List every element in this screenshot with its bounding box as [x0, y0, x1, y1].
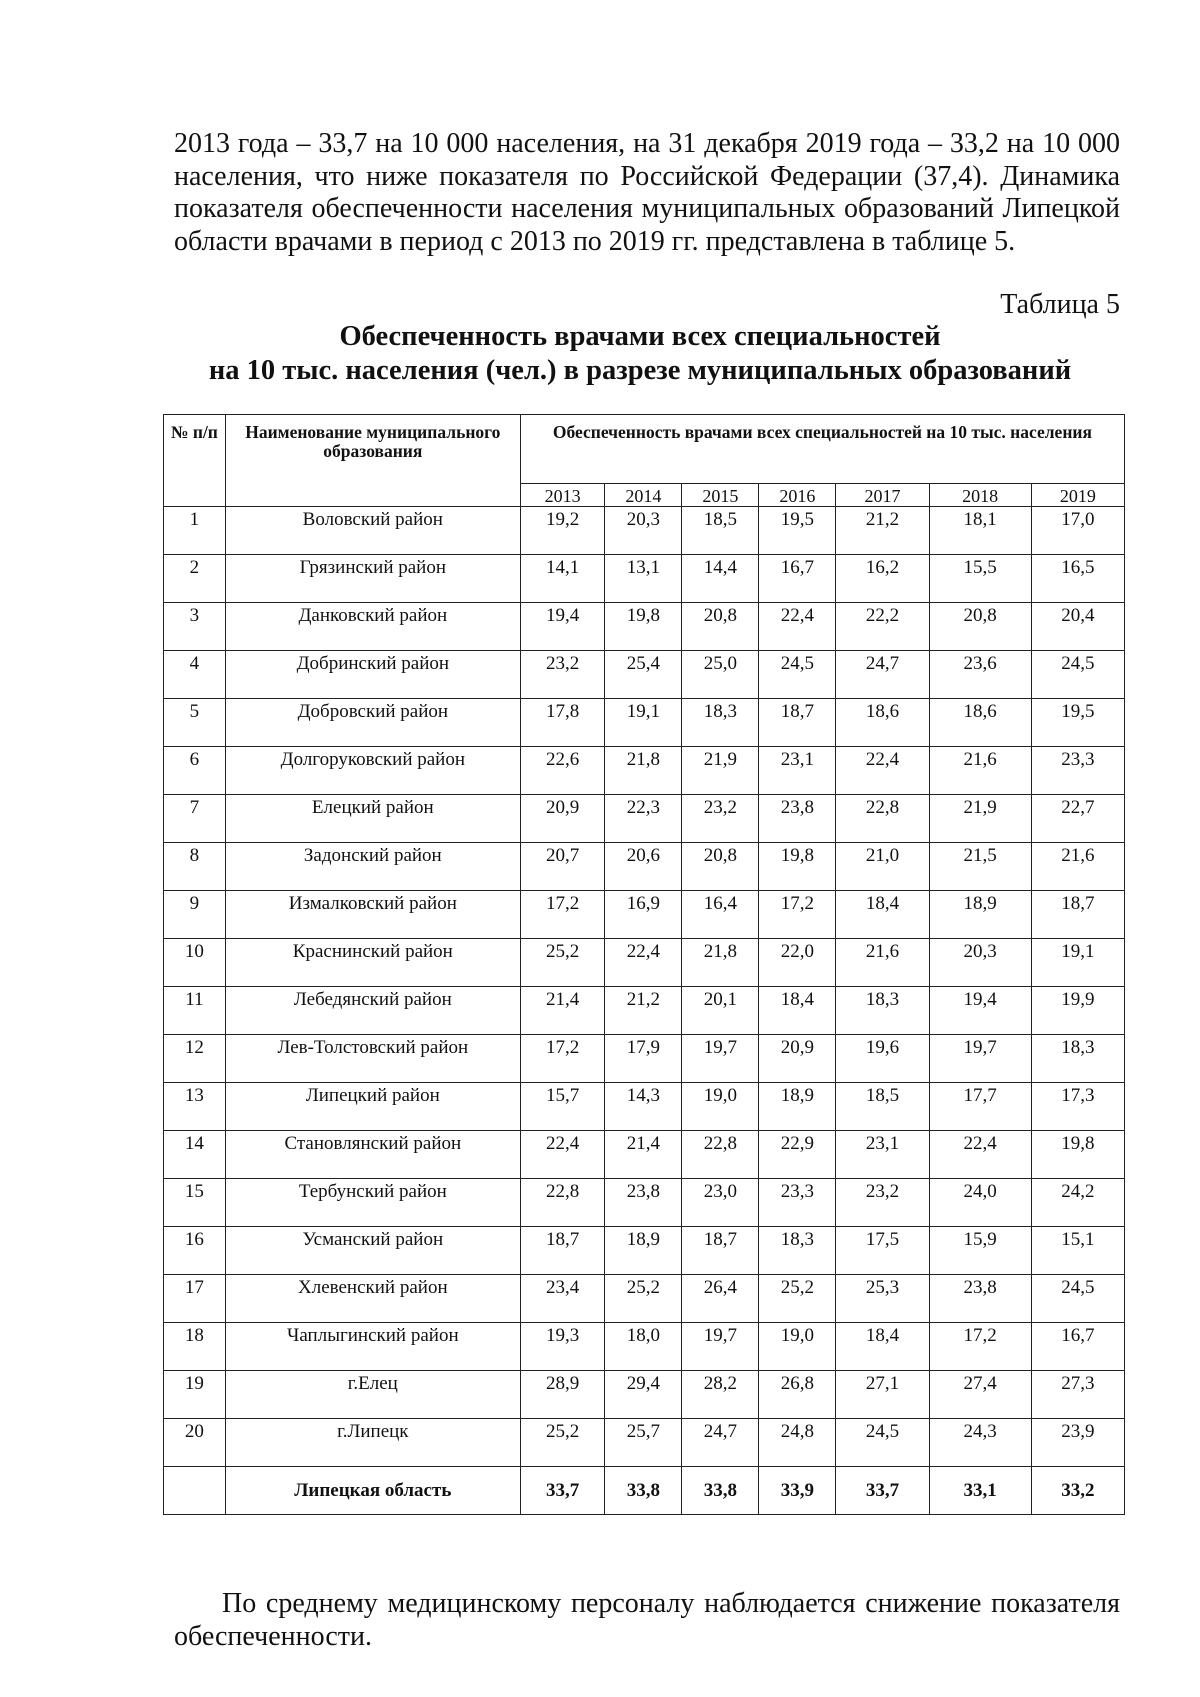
value-2018: 20,3 [929, 939, 1031, 987]
header-number: № п/п [164, 415, 226, 507]
value-2018: 20,8 [929, 603, 1031, 651]
header-year-2018: 2018 [929, 484, 1031, 507]
value-2016: 25,2 [759, 1275, 836, 1323]
value-2019: 16,7 [1031, 1323, 1124, 1371]
row-number: 8 [164, 843, 226, 891]
value-2017: 22,4 [836, 747, 929, 795]
value-2013: 20,7 [520, 843, 605, 891]
value-2019: 20,4 [1031, 603, 1124, 651]
municipality-name: Липецкая область [225, 1467, 520, 1515]
row-number: 2 [164, 555, 226, 603]
value-2019: 15,1 [1031, 1227, 1124, 1275]
value-2016: 19,5 [759, 507, 836, 555]
value-2017: 24,7 [836, 651, 929, 699]
value-2015: 20,8 [682, 603, 759, 651]
table-title-line-1: Обеспеченность врачами всех специальностей [339, 321, 941, 352]
value-2017: 22,2 [836, 603, 929, 651]
header-year-2019: 2019 [1031, 484, 1124, 507]
value-2017: 21,0 [836, 843, 929, 891]
value-2014: 19,1 [605, 699, 682, 747]
value-2014: 29,4 [605, 1371, 682, 1419]
value-2016: 19,0 [759, 1323, 836, 1371]
value-2017: 18,6 [836, 699, 929, 747]
municipality-name: Воловский район [225, 507, 520, 555]
value-2017: 18,3 [836, 987, 929, 1035]
intro-paragraph: 2013 года – 33,7 на 10 000 населения, на 31 декабря 2019 года – 33,2 на 10 000 населения, что ниже показателя по Российской Федерации (37,4). Динамика показателя обеспеченности населения муниципальных образований Липецкой области врачами в период с 2013 по 2019 гг. представлена в таблице 5. [174, 128, 1120, 257]
value-2014: 21,4 [605, 1131, 682, 1179]
value-2014: 25,2 [605, 1275, 682, 1323]
value-2013: 22,8 [520, 1179, 605, 1227]
value-2016: 19,8 [759, 843, 836, 891]
value-2017: 17,5 [836, 1227, 929, 1275]
value-2018: 15,9 [929, 1227, 1031, 1275]
value-2013: 22,6 [520, 747, 605, 795]
value-2017: 27,1 [836, 1371, 929, 1419]
row-number: 13 [164, 1083, 226, 1131]
value-2017: 18,4 [836, 891, 929, 939]
value-2014: 18,0 [605, 1323, 682, 1371]
value-2015: 18,3 [682, 699, 759, 747]
municipality-name: г.Липецк [225, 1419, 520, 1467]
municipality-name: Хлевенский район [225, 1275, 520, 1323]
value-2019: 19,9 [1031, 987, 1124, 1035]
value-2018: 21,9 [929, 795, 1031, 843]
value-2017: 22,8 [836, 795, 929, 843]
value-2017: 24,5 [836, 1419, 929, 1467]
value-2015: 16,4 [682, 891, 759, 939]
row-number: 12 [164, 1035, 226, 1083]
value-2018: 19,4 [929, 987, 1031, 1035]
value-2019: 21,6 [1031, 843, 1124, 891]
value-2015: 20,1 [682, 987, 759, 1035]
municipality-name: Грязинский район [225, 555, 520, 603]
table-row [164, 1227, 1125, 1275]
value-2018: 24,0 [929, 1179, 1031, 1227]
value-2014: 22,3 [605, 795, 682, 843]
value-2016: 22,0 [759, 939, 836, 987]
table-row [164, 603, 1125, 651]
municipality-name: Усманский район [225, 1227, 520, 1275]
row-number: 20 [164, 1419, 226, 1467]
value-2015: 20,8 [682, 843, 759, 891]
row-number: 7 [164, 795, 226, 843]
municipality-name: Лев-Толстовский район [225, 1035, 520, 1083]
municipality-name: Данковский район [225, 603, 520, 651]
value-2017: 21,2 [836, 507, 929, 555]
value-2019: 27,3 [1031, 1371, 1124, 1419]
value-2013: 25,2 [520, 939, 605, 987]
value-2015: 19,7 [682, 1035, 759, 1083]
row-number [164, 1467, 226, 1515]
value-2013: 15,7 [520, 1083, 605, 1131]
municipality-name: г.Елец [225, 1371, 520, 1419]
header-coverage: Обеспеченность врачами всех специальностей на 10 тыс. населения [520, 415, 1124, 484]
value-2015: 19,7 [682, 1323, 759, 1371]
value-2017: 18,5 [836, 1083, 929, 1131]
value-2018: 22,4 [929, 1131, 1031, 1179]
value-2015: 22,8 [682, 1131, 759, 1179]
header-year-2015: 2015 [682, 484, 759, 507]
value-2015: 33,8 [682, 1467, 759, 1515]
value-2019: 19,1 [1031, 939, 1124, 987]
value-2018: 21,6 [929, 747, 1031, 795]
value-2016: 23,8 [759, 795, 836, 843]
value-2018: 21,5 [929, 843, 1031, 891]
value-2014: 18,9 [605, 1227, 682, 1275]
value-2013: 19,3 [520, 1323, 605, 1371]
value-2019: 23,3 [1031, 747, 1124, 795]
value-2015: 28,2 [682, 1371, 759, 1419]
value-2018: 19,7 [929, 1035, 1031, 1083]
header-year-2014: 2014 [605, 484, 682, 507]
value-2014: 33,8 [605, 1467, 682, 1515]
table-row [164, 891, 1125, 939]
value-2019: 22,7 [1031, 795, 1124, 843]
value-2014: 19,8 [605, 603, 682, 651]
row-number: 17 [164, 1275, 226, 1323]
row-number: 14 [164, 1131, 226, 1179]
value-2013: 33,7 [520, 1467, 605, 1515]
table-row [164, 987, 1125, 1035]
table-row [164, 1323, 1125, 1371]
value-2013: 25,2 [520, 1419, 605, 1467]
value-2016: 18,9 [759, 1083, 836, 1131]
municipality-name: Тербунский район [225, 1179, 520, 1227]
value-2016: 24,8 [759, 1419, 836, 1467]
value-2019: 23,9 [1031, 1419, 1124, 1467]
value-2014: 16,9 [605, 891, 682, 939]
value-2016: 33,9 [759, 1467, 836, 1515]
value-2014: 20,3 [605, 507, 682, 555]
row-number: 5 [164, 699, 226, 747]
value-2015: 24,7 [682, 1419, 759, 1467]
table-row [164, 1419, 1125, 1467]
value-2013: 22,4 [520, 1131, 605, 1179]
value-2016: 17,2 [759, 891, 836, 939]
table-total-row [164, 1467, 1125, 1515]
value-2016: 24,5 [759, 651, 836, 699]
value-2018: 18,1 [929, 507, 1031, 555]
header-year-2016: 2016 [759, 484, 836, 507]
row-number: 18 [164, 1323, 226, 1371]
municipality-name: Измалковский район [225, 891, 520, 939]
row-number: 4 [164, 651, 226, 699]
value-2014: 21,8 [605, 747, 682, 795]
municipality-name: Краснинский район [225, 939, 520, 987]
value-2019: 16,5 [1031, 555, 1124, 603]
value-2013: 17,2 [520, 891, 605, 939]
value-2015: 19,0 [682, 1083, 759, 1131]
table-row [164, 1179, 1125, 1227]
table-row [164, 1275, 1125, 1323]
value-2019: 17,3 [1031, 1083, 1124, 1131]
value-2013: 19,2 [520, 507, 605, 555]
value-2018: 18,9 [929, 891, 1031, 939]
value-2018: 24,3 [929, 1419, 1031, 1467]
value-2016: 18,3 [759, 1227, 836, 1275]
value-2015: 14,4 [682, 555, 759, 603]
value-2016: 22,9 [759, 1131, 836, 1179]
value-2018: 17,2 [929, 1323, 1031, 1371]
value-2016: 23,1 [759, 747, 836, 795]
municipality-name: Лебедянский район [225, 987, 520, 1035]
table-row [164, 651, 1125, 699]
value-2013: 19,4 [520, 603, 605, 651]
value-2014: 23,8 [605, 1179, 682, 1227]
value-2017: 33,7 [836, 1467, 929, 1515]
header-year-2013: 2013 [520, 484, 605, 507]
value-2018: 33,1 [929, 1467, 1031, 1515]
value-2018: 17,7 [929, 1083, 1031, 1131]
value-2017: 23,1 [836, 1131, 929, 1179]
value-2013: 21,4 [520, 987, 605, 1035]
value-2019: 24,5 [1031, 651, 1124, 699]
table-title-line-2: на 10 тыс. населения (чел.) в разрезе муниципальных образований [208, 355, 1072, 386]
value-2016: 18,4 [759, 987, 836, 1035]
value-2015: 18,7 [682, 1227, 759, 1275]
table-row [164, 1083, 1125, 1131]
value-2015: 23,0 [682, 1179, 759, 1227]
row-number: 6 [164, 747, 226, 795]
table-row [164, 795, 1125, 843]
physician-coverage-table [163, 414, 1125, 1515]
row-number: 9 [164, 891, 226, 939]
value-2015: 21,8 [682, 939, 759, 987]
table-row [164, 1131, 1125, 1179]
value-2013: 23,4 [520, 1275, 605, 1323]
value-2019: 19,8 [1031, 1131, 1124, 1179]
municipality-name: Становлянский район [225, 1131, 520, 1179]
value-2018: 15,5 [929, 555, 1031, 603]
table-row [164, 699, 1125, 747]
table-row [164, 1371, 1125, 1419]
value-2016: 26,8 [759, 1371, 836, 1419]
value-2014: 17,9 [605, 1035, 682, 1083]
value-2013: 17,8 [520, 699, 605, 747]
value-2015: 23,2 [682, 795, 759, 843]
value-2018: 18,6 [929, 699, 1031, 747]
table-row [164, 843, 1125, 891]
value-2019: 33,2 [1031, 1467, 1124, 1515]
value-2014: 20,6 [605, 843, 682, 891]
table-row [164, 555, 1125, 603]
table-row [164, 507, 1125, 555]
municipality-name: Долгоруковский район [225, 747, 520, 795]
row-number: 16 [164, 1227, 226, 1275]
value-2014: 13,1 [605, 555, 682, 603]
municipality-name: Добровский район [225, 699, 520, 747]
row-number: 1 [164, 507, 226, 555]
value-2015: 18,5 [682, 507, 759, 555]
header-municipality-name: Наименование муниципального образования [225, 415, 520, 507]
row-number: 11 [164, 987, 226, 1035]
value-2017: 23,2 [836, 1179, 929, 1227]
value-2017: 25,3 [836, 1275, 929, 1323]
value-2019: 24,2 [1031, 1179, 1124, 1227]
value-2017: 21,6 [836, 939, 929, 987]
row-number: 3 [164, 603, 226, 651]
table-row [164, 939, 1125, 987]
row-number: 10 [164, 939, 226, 987]
value-2014: 22,4 [605, 939, 682, 987]
value-2019: 18,7 [1031, 891, 1124, 939]
value-2014: 14,3 [605, 1083, 682, 1131]
value-2014: 25,4 [605, 651, 682, 699]
value-2015: 26,4 [682, 1275, 759, 1323]
value-2014: 25,7 [605, 1419, 682, 1467]
value-2018: 27,4 [929, 1371, 1031, 1419]
value-2019: 18,3 [1031, 1035, 1124, 1083]
municipality-name: Елецкий район [225, 795, 520, 843]
value-2013: 28,9 [520, 1371, 605, 1419]
value-2019: 17,0 [1031, 507, 1124, 555]
value-2013: 18,7 [520, 1227, 605, 1275]
row-number: 15 [164, 1179, 226, 1227]
value-2016: 23,3 [759, 1179, 836, 1227]
value-2015: 25,0 [682, 651, 759, 699]
table-row [164, 1035, 1125, 1083]
value-2016: 22,4 [759, 603, 836, 651]
value-2017: 19,6 [836, 1035, 929, 1083]
value-2013: 14,1 [520, 555, 605, 603]
municipality-name: Добринский район [225, 651, 520, 699]
header-year-2017: 2017 [836, 484, 929, 507]
value-2016: 16,7 [759, 555, 836, 603]
value-2014: 21,2 [605, 987, 682, 1035]
outro-paragraph: По среднему медицинскому персоналу наблюдается снижение показателя обеспеченности. [174, 1588, 1120, 1652]
value-2019: 19,5 [1031, 699, 1124, 747]
value-2019: 24,5 [1031, 1275, 1124, 1323]
value-2013: 17,2 [520, 1035, 605, 1083]
value-2015: 21,9 [682, 747, 759, 795]
value-2013: 23,2 [520, 651, 605, 699]
value-2018: 23,6 [929, 651, 1031, 699]
value-2017: 18,4 [836, 1323, 929, 1371]
value-2017: 16,2 [836, 555, 929, 603]
municipality-name: Задонский район [225, 843, 520, 891]
value-2016: 18,7 [759, 699, 836, 747]
value-2016: 20,9 [759, 1035, 836, 1083]
municipality-name: Липецкий район [225, 1083, 520, 1131]
municipality-name: Чаплыгинский район [225, 1323, 520, 1371]
value-2013: 20,9 [520, 795, 605, 843]
table-row [164, 747, 1125, 795]
table-label: Таблица 5 [1000, 289, 1120, 320]
value-2018: 23,8 [929, 1275, 1031, 1323]
row-number: 19 [164, 1371, 226, 1419]
